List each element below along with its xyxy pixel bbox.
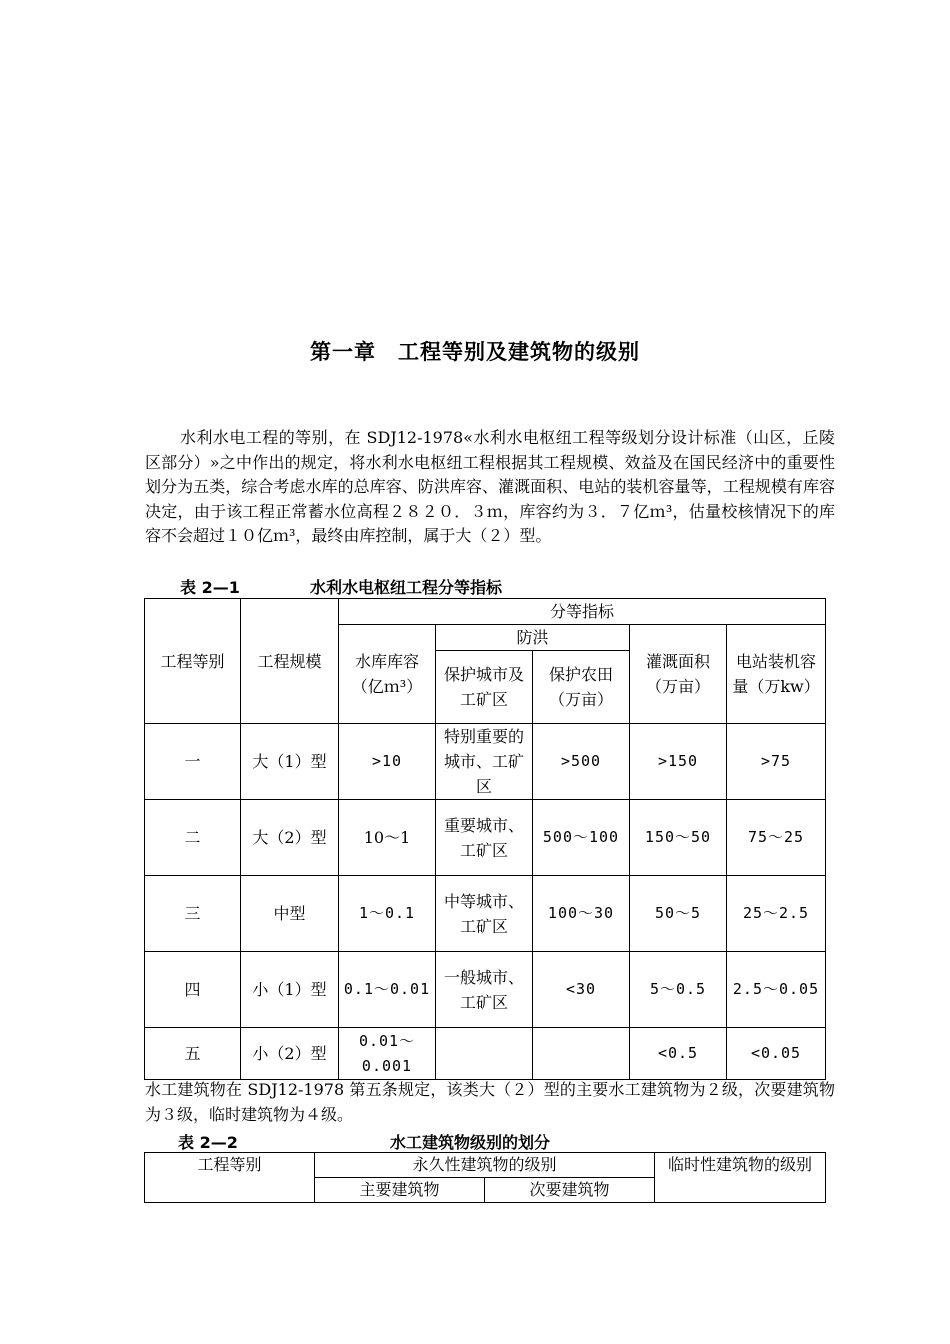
cell-scale: 小（2）型	[241, 1028, 339, 1080]
intro-paragraph: 水利水电工程的等别，在 SDJ12-1978«水利水电枢纽工程等级划分设计标准（山区，丘陵区部分）»之中作出的规定，将水利水电枢纽工程根据其工程规模、效益及在国民经济中的重要性划分为五类，综合考虑水库的总库容、防洪库容、灌溉面积、电站的装机容量等，工程规模有库容决定，由于该工程正常蓄水位高程２８２０．３ｍ，库容约为３．７亿ｍ³，估量校核情况下的库容不会超过１０亿ｍ³，最终由库控制，属于大（２）型。	[145, 428, 835, 545]
cell-power: <0.05	[727, 1028, 826, 1080]
header-flood-control: 防洪	[436, 625, 630, 651]
cell-scale: 大（1）型	[241, 724, 339, 800]
cell-power: 2.5～0.05	[727, 952, 826, 1028]
table-row	[145, 876, 826, 952]
header-grade: 工程等别	[145, 599, 241, 724]
cell-scale: 大（2）型	[241, 800, 339, 876]
grading-index-table	[144, 598, 826, 1080]
header-reservoir: 水库库容（亿ｍ³）	[339, 625, 436, 724]
header-protect-city: 保护城市及工矿区	[436, 651, 533, 724]
cell-irrigation: >150	[630, 724, 727, 800]
header-indicators: 分等指标	[339, 599, 826, 625]
header-grade: 工程等别	[145, 1153, 315, 1203]
header-scale: 工程规模	[241, 599, 339, 724]
cell-grade: 二	[145, 800, 241, 876]
cell-scale: 中型	[241, 876, 339, 952]
cell-reservoir: 0.1～0.01	[339, 952, 436, 1028]
cell-city	[436, 1028, 533, 1080]
cell-city: 一般城市、工矿区	[436, 952, 533, 1028]
cell-grade: 五	[145, 1028, 241, 1080]
cell-reservoir: 0.01～0.001	[339, 1028, 436, 1080]
header-main: 主要建筑物	[315, 1178, 485, 1203]
header-protect-farmland: 保护农田（万亩）	[533, 651, 630, 724]
cell-farmland: 500～100	[533, 800, 630, 876]
cell-irrigation: 150～50	[630, 800, 727, 876]
table2-caption-number: 表 2—2	[178, 1133, 238, 1152]
cell-scale: 小（1）型	[241, 952, 339, 1028]
header-secondary: 次要建筑物	[485, 1178, 655, 1203]
cell-grade: 一	[145, 724, 241, 800]
header-temporary: 临时性建筑物的级别	[655, 1153, 826, 1203]
table-row	[145, 1028, 826, 1080]
table-row	[145, 952, 826, 1028]
cell-reservoir: 1～0.1	[339, 876, 436, 952]
cell-city: 重要城市、工矿区	[436, 800, 533, 876]
cell-city: 中等城市、工矿区	[436, 876, 533, 952]
header-power: 电站装机容量（万kw）	[727, 625, 826, 724]
table-row	[145, 724, 826, 800]
cell-power: 25～2.5	[727, 876, 826, 952]
table1-caption-number: 表 2—1	[180, 578, 240, 597]
cell-city: 特别重要的城市、工矿区	[436, 724, 533, 800]
cell-irrigation: 5～0.5	[630, 952, 727, 1028]
cell-irrigation: <0.5	[630, 1028, 727, 1080]
cell-farmland: 100～30	[533, 876, 630, 952]
cell-reservoir: >10	[339, 724, 436, 800]
table2-caption-title: 水工建筑物级别的划分	[390, 1133, 551, 1152]
building-class-table	[144, 1152, 826, 1203]
chapter-title: 第一章 工程等别及建筑物的级别	[310, 340, 640, 364]
cell-power: >75	[727, 724, 826, 800]
cell-grade: 三	[145, 876, 241, 952]
table1-caption-title: 水利水电枢纽工程分等指标	[310, 578, 503, 597]
cell-farmland: >500	[533, 724, 630, 800]
header-irrigation: 灌溉面积（万亩）	[630, 625, 727, 724]
cell-farmland	[533, 1028, 630, 1080]
cell-power: 75～25	[727, 800, 826, 876]
middle-paragraph: 水工建筑物在 SDJ12-1978 第五条规定，该类大（２）型的主要水工建筑物为２级，次要建筑物为３级，临时建筑物为４级。	[145, 1080, 835, 1124]
cell-irrigation: 50～5	[630, 876, 727, 952]
cell-grade: 四	[145, 952, 241, 1028]
header-permanent: 永久性建筑物的级别	[315, 1153, 655, 1178]
cell-reservoir: 10～1	[339, 800, 436, 876]
cell-farmland: <30	[533, 952, 630, 1028]
table-row	[145, 800, 826, 876]
